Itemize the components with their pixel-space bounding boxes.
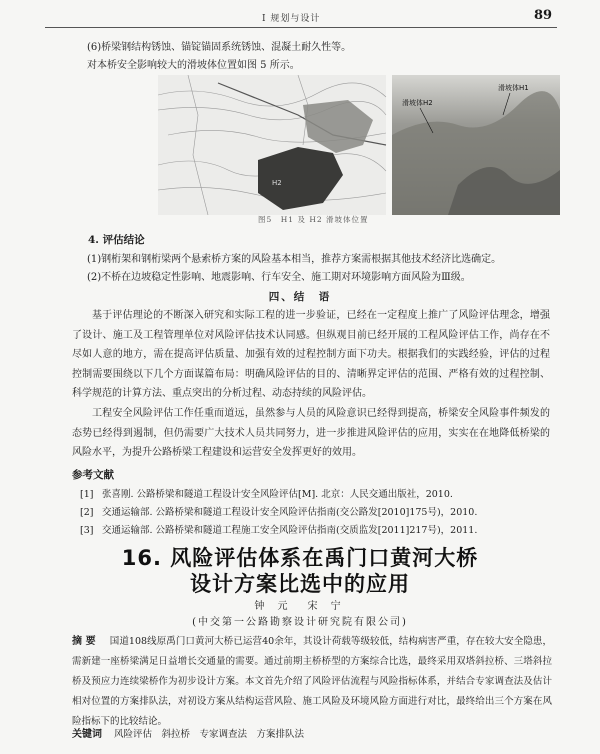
article-title-line-2: 设计方案比选中的应用 (190, 572, 410, 596)
references-heading: 参考文献 (72, 469, 114, 481)
reference-tag: [1] (80, 489, 94, 500)
conclusion-item-1: (1)钢桁架和钢桁梁两个悬索桥方案的风险基本相当，推荐方案需根据其他技术经济比选确定。 (87, 254, 502, 265)
reference-text: 张喜刚. 公路桥梁和隧道工程设计安全风险评估[M]. 北京：人民交通出版社，2010. (102, 489, 453, 500)
reference-text: 交通运输部. 公路桥梁和隧道工程施工安全风险评估指南(交质监发[2011]217号)，2011. (102, 525, 478, 536)
page-number: 89 (534, 8, 553, 23)
map-label-h2: H2 (272, 179, 282, 187)
abstract-label: 摘 要 (72, 636, 96, 647)
conclusion-item-2: (2)不桥在边坡稳定性影响、地震影响、行车安全、施工期对环境影响方面风险为Ⅲ级。 (87, 272, 471, 283)
reference-item (80, 504, 477, 518)
abstract-text: 国道108线原禹门口黄河大桥已运营40余年，其设计荷载等级较低，结构病害严重，存在较大安全隐患，需新建一座桥梁满足日益增长交通量的需要。通过前期主桥桥型的方案综合比选，最终采用双塔斜拉桥、三塔斜拉桥及预应力连续梁桥作为初步设计方案。本文首先介绍了风险评估流程与风险指标体系，并结合专家调查法及估计相对位置的方案排队法，对初设方案从结构运营风险、施工风险及环境风险方面进行对比，最终给出三个方案在风险指标下的比较结论。 (72, 636, 552, 727)
reference-tag: [2] (80, 507, 94, 518)
landslide-figure (158, 75, 560, 215)
running-title: Ⅰ 规划与设计 (262, 14, 321, 24)
closing-paragraph-2: 工程安全风险评估工作任重而道远，虽然参与人员的风险意识已经得到提高，桥梁安全风险事件频发的态势已经得到遏制，但仍需要广大技术人员共同努力，进一步推进风险评估的应用，实实在在地降低桥梁的风险水平，为提升公路桥梁工程建设和运营安全发挥更好的效用。 (72, 408, 550, 458)
intro-item-6: (6)桥梁钢结构锈蚀、锚锭锚固系统锈蚀、混凝土耐久性等。 (87, 42, 352, 53)
reference-item (80, 522, 477, 536)
reference-tag: [3] (80, 525, 94, 536)
abstract (72, 632, 552, 732)
reference-item (80, 486, 453, 500)
closing-paragraph-1: 基于评估理论的不断深入研究和实际工程的进一步验证，已经在一定程度上推广了风险评估理念，增强了设计、施工及工程管理单位对风险评估技术认同感。但纵观目前已经开展的工程风险评估工作，尚存在不尽如人意的地方，需在提高评估质量、加强有效的过程控制方面下功夫。根据我们的实践经验，评估的过程控制需要围绕以下几个方面谋篇布局：明确风险评估的目的、清晰界定评估的范围、严格有效的过程控制、科学规范的计算方法、重点突出的分析过程、动态持续的风险评估。 (72, 310, 550, 399)
article-authors: 钟 元 宋 宁 (254, 601, 346, 612)
article-affiliation: (中交第一公路勘察设计研究院有限公司) (192, 617, 408, 628)
reference-text: 交通运输部. 公路桥梁和隧道工程设计安全风险评估指南(交公路发[2010]175号)，2010. (102, 507, 478, 518)
figure-lead-text: 对本桥安全影响较大的滑坡体位置如图 5 所示。 (87, 60, 300, 71)
photo-label-h2: 滑坡体H2 (402, 99, 433, 107)
header-divider (45, 27, 557, 28)
closing-heading: 四、结 语 (268, 291, 332, 303)
article-title-line-1: 16. 风险评估体系在禹门口黄河大桥 (121, 546, 479, 570)
section-4-heading: 4. 评估结论 (88, 234, 145, 246)
figure-caption: 图5 H1 及 H2 滑坡体位置 (258, 215, 369, 224)
keywords (72, 725, 304, 740)
photo-label-h1: 滑坡体H1 (498, 84, 529, 92)
keywords-label: 关键词 (72, 729, 102, 740)
landslide-figure-graphic (158, 75, 560, 215)
keywords-text: 风险评估 斜拉桥 专家调查法 方案排队法 (114, 729, 305, 740)
